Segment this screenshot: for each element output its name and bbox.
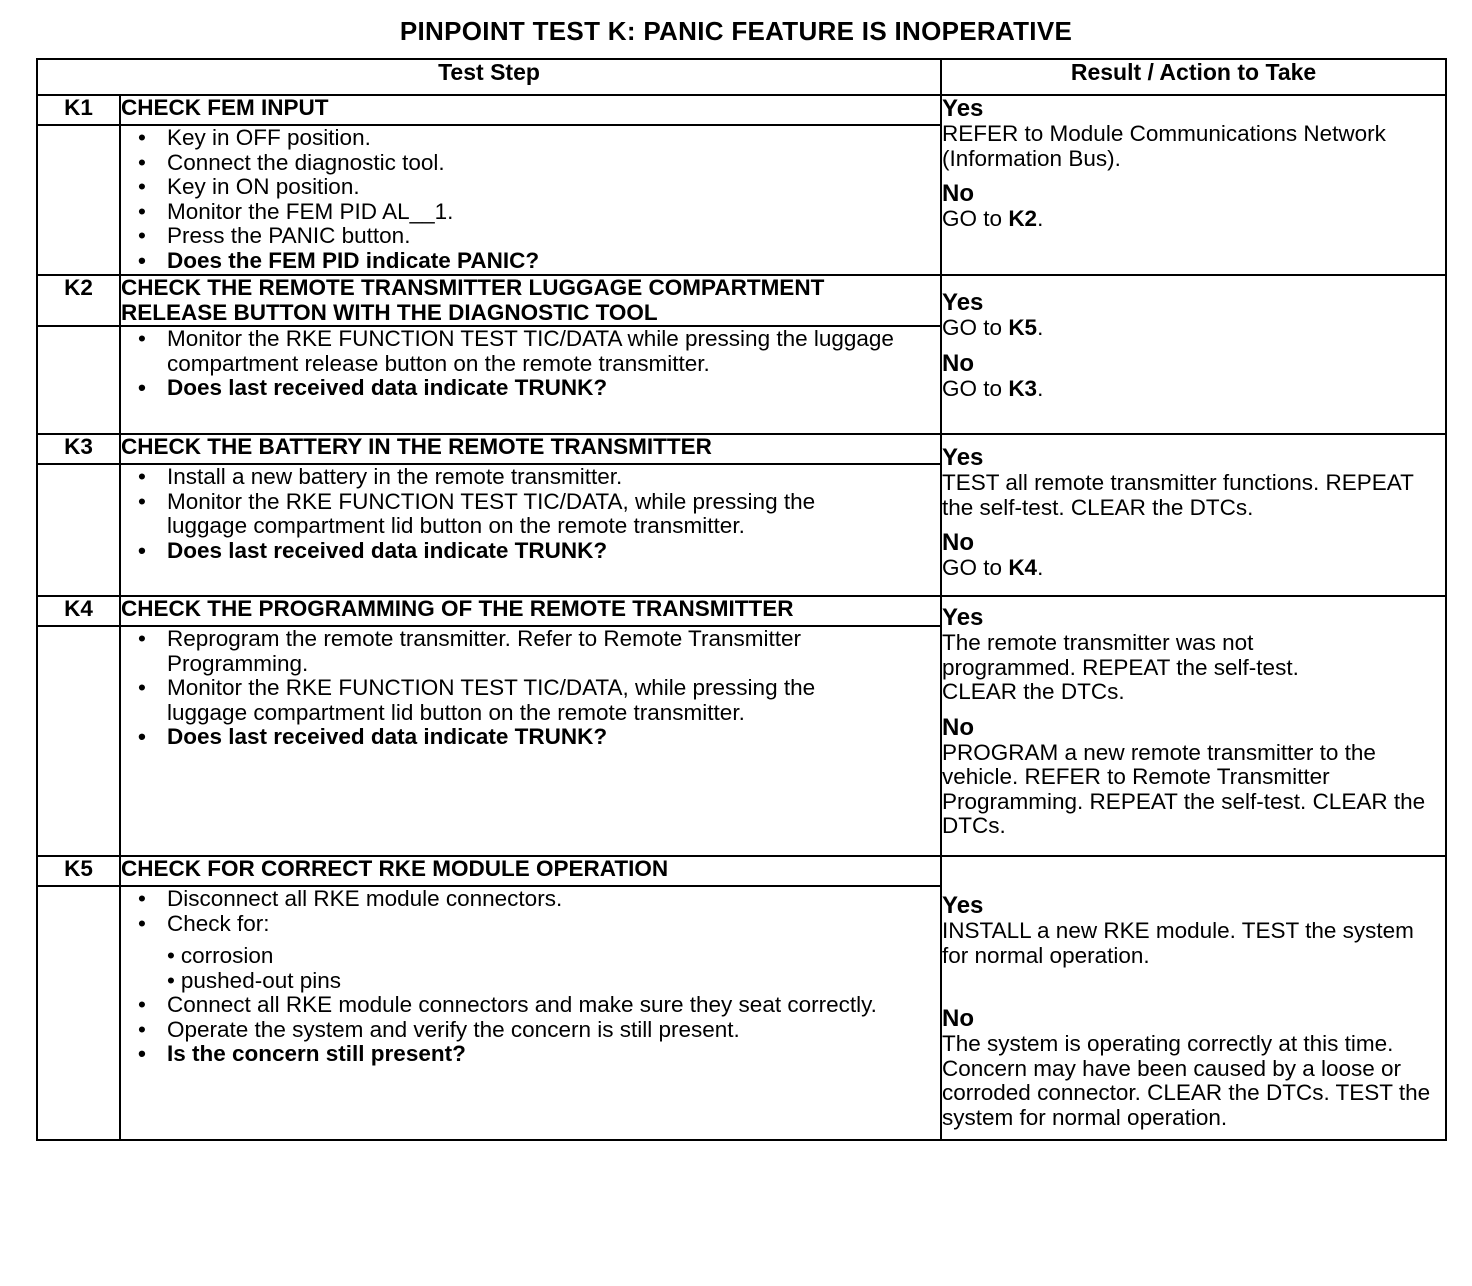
yes-action: INSTALL a new RKE module. TEST the system for normal operation. [942, 918, 1414, 968]
step-item: • Check for: • corrosion • pushed-out pins [121, 912, 940, 994]
no-block [942, 181, 1445, 232]
step-item: • Monitor the FEM PID AL__1. [121, 200, 940, 225]
no-block [942, 1006, 1445, 1130]
step-body [120, 886, 941, 1140]
step-list [121, 627, 940, 750]
step-heading-row [37, 596, 1446, 626]
step-item: • Connect all RKE module connectors and make sure they seat correctly. [121, 993, 940, 1018]
step-heading-row [37, 434, 1446, 464]
yes-block [942, 290, 1445, 341]
result-cell [941, 856, 1446, 1140]
no-block [942, 351, 1445, 402]
header-row [37, 59, 1446, 95]
yes-label: Yes [942, 289, 984, 316]
step-question: • Is the concern still present? [121, 1042, 940, 1067]
step-heading-row [37, 95, 1446, 125]
step-id: K3 [37, 434, 120, 464]
step-item: • Press the PANIC button. [121, 224, 940, 249]
sub-item: • pushed-out pins [167, 969, 940, 994]
step-body [120, 626, 941, 856]
yes-label: Yes [942, 604, 984, 631]
step-id: K2 [37, 275, 120, 326]
step-heading: CHECK FEM INPUT [120, 95, 941, 125]
step-heading: CHECK THE BATTERY IN THE REMOTE TRANSMITTER [120, 434, 941, 464]
result-cell [941, 95, 1446, 275]
step-item: • Monitor the RKE FUNCTION TEST TIC/DATA, while pressing the luggage compartment lid button on the remote transmitter. [121, 676, 940, 725]
step-item: • Reprogram the remote transmitter. Refer to Remote Transmitter Programming. [121, 627, 940, 676]
yes-label: Yes [942, 444, 984, 471]
result-header: Result / Action to Take [941, 59, 1446, 95]
step-body [120, 464, 941, 596]
no-action: GO to K2. [942, 206, 1044, 231]
yes-label: Yes [942, 892, 984, 919]
yes-block [942, 445, 1445, 520]
no-block [942, 715, 1445, 839]
step-heading-row [37, 856, 1446, 886]
step-body [120, 125, 941, 275]
step-list [121, 126, 940, 273]
step-list [121, 887, 940, 1067]
no-label: No [942, 180, 975, 207]
no-block [942, 530, 1445, 581]
step-list [121, 327, 940, 401]
step-item: • Monitor the RKE FUNCTION TEST TIC/DATA while pressing the luggage compartment release button on the remote transmitter. [121, 327, 940, 376]
result-cell [941, 275, 1446, 434]
yes-block [942, 605, 1445, 705]
result-cell [941, 434, 1446, 596]
no-label: No [942, 349, 975, 377]
sub-list [167, 944, 940, 993]
no-action: GO to K4. [942, 555, 1044, 580]
step-item: • Connect the diagnostic tool. [121, 151, 940, 176]
step-question: • Does last received data indicate TRUNK? [121, 376, 940, 401]
yes-action: REFER to Module Communications Network (Information Bus). [942, 121, 1386, 171]
step-item: • Key in ON position. [121, 175, 940, 200]
sub-item: • corrosion [167, 944, 940, 969]
no-label: No [942, 713, 975, 741]
no-label: No [942, 1005, 975, 1032]
step-question: • Does last received data indicate TRUNK? [121, 539, 940, 564]
step-id: K5 [37, 856, 120, 886]
result-cell [941, 596, 1446, 856]
step-item: • Monitor the RKE FUNCTION TEST TIC/DATA, while pressing the luggage compartment lid button on the remote transmitter. [121, 490, 940, 539]
step-item: • Install a new battery in the remote transmitter. [121, 465, 940, 490]
goto-ref: K4 [1008, 555, 1038, 580]
goto-ref: K3 [1008, 375, 1038, 401]
no-action: GO to K3. [942, 375, 1044, 401]
pinpoint-test-table [36, 58, 1447, 1141]
step-list [121, 465, 940, 563]
test-step-header: Test Step [37, 59, 941, 95]
step-body [120, 326, 941, 434]
step-heading: CHECK THE PROGRAMMING OF THE REMOTE TRANSMITTER [120, 596, 941, 626]
yes-block [942, 96, 1445, 171]
yes-action: TEST all remote transmitter functions. REPEAT the self-test. CLEAR the DTCs. [942, 470, 1414, 520]
no-action: PROGRAM a new remote transmitter to the vehicle. REFER to Remote Transmitter Programming. REPEAT the self-test. CLEAR the DTCs. [942, 739, 1426, 838]
goto-ref: K5 [1008, 315, 1038, 340]
step-id: K4 [37, 596, 120, 626]
no-action: The system is operating correctly at this time. Concern may have been caused by a loose or corroded connector. CLEAR the DTCs. TEST the system for normal operation. [942, 1031, 1431, 1130]
page-title: PINPOINT TEST K: PANIC FEATURE IS INOPERATIVE [399, 16, 1073, 46]
step-heading: CHECK THE REMOTE TRANSMITTER LUGGAGE COMPARTMENT RELEASE BUTTON WITH THE DIAGNOSTIC TOOL [120, 275, 941, 326]
step-item: • Operate the system and verify the concern is still present. [121, 1018, 940, 1043]
step-item: • Disconnect all RKE module connectors. [121, 887, 940, 912]
step-heading: CHECK FOR CORRECT RKE MODULE OPERATION [120, 856, 941, 886]
yes-action: GO to K5. [942, 315, 1044, 340]
no-label: No [942, 529, 975, 556]
step-heading-row [37, 275, 1446, 326]
no-action-text: GO to [942, 206, 1003, 231]
yes-block [942, 893, 1445, 968]
yes-action: The remote transmitter was not programmed. REPEAT the self-test. CLEAR the DTCs. [942, 630, 1299, 704]
goto-ref: K2 [1008, 206, 1038, 231]
step-item: • Key in OFF position. [121, 126, 940, 151]
step-id: K1 [37, 95, 120, 125]
step-question: • Does last received data indicate TRUNK? [121, 725, 940, 750]
step-question: • Does the FEM PID indicate PANIC? [121, 249, 940, 274]
yes-label: Yes [942, 95, 984, 122]
